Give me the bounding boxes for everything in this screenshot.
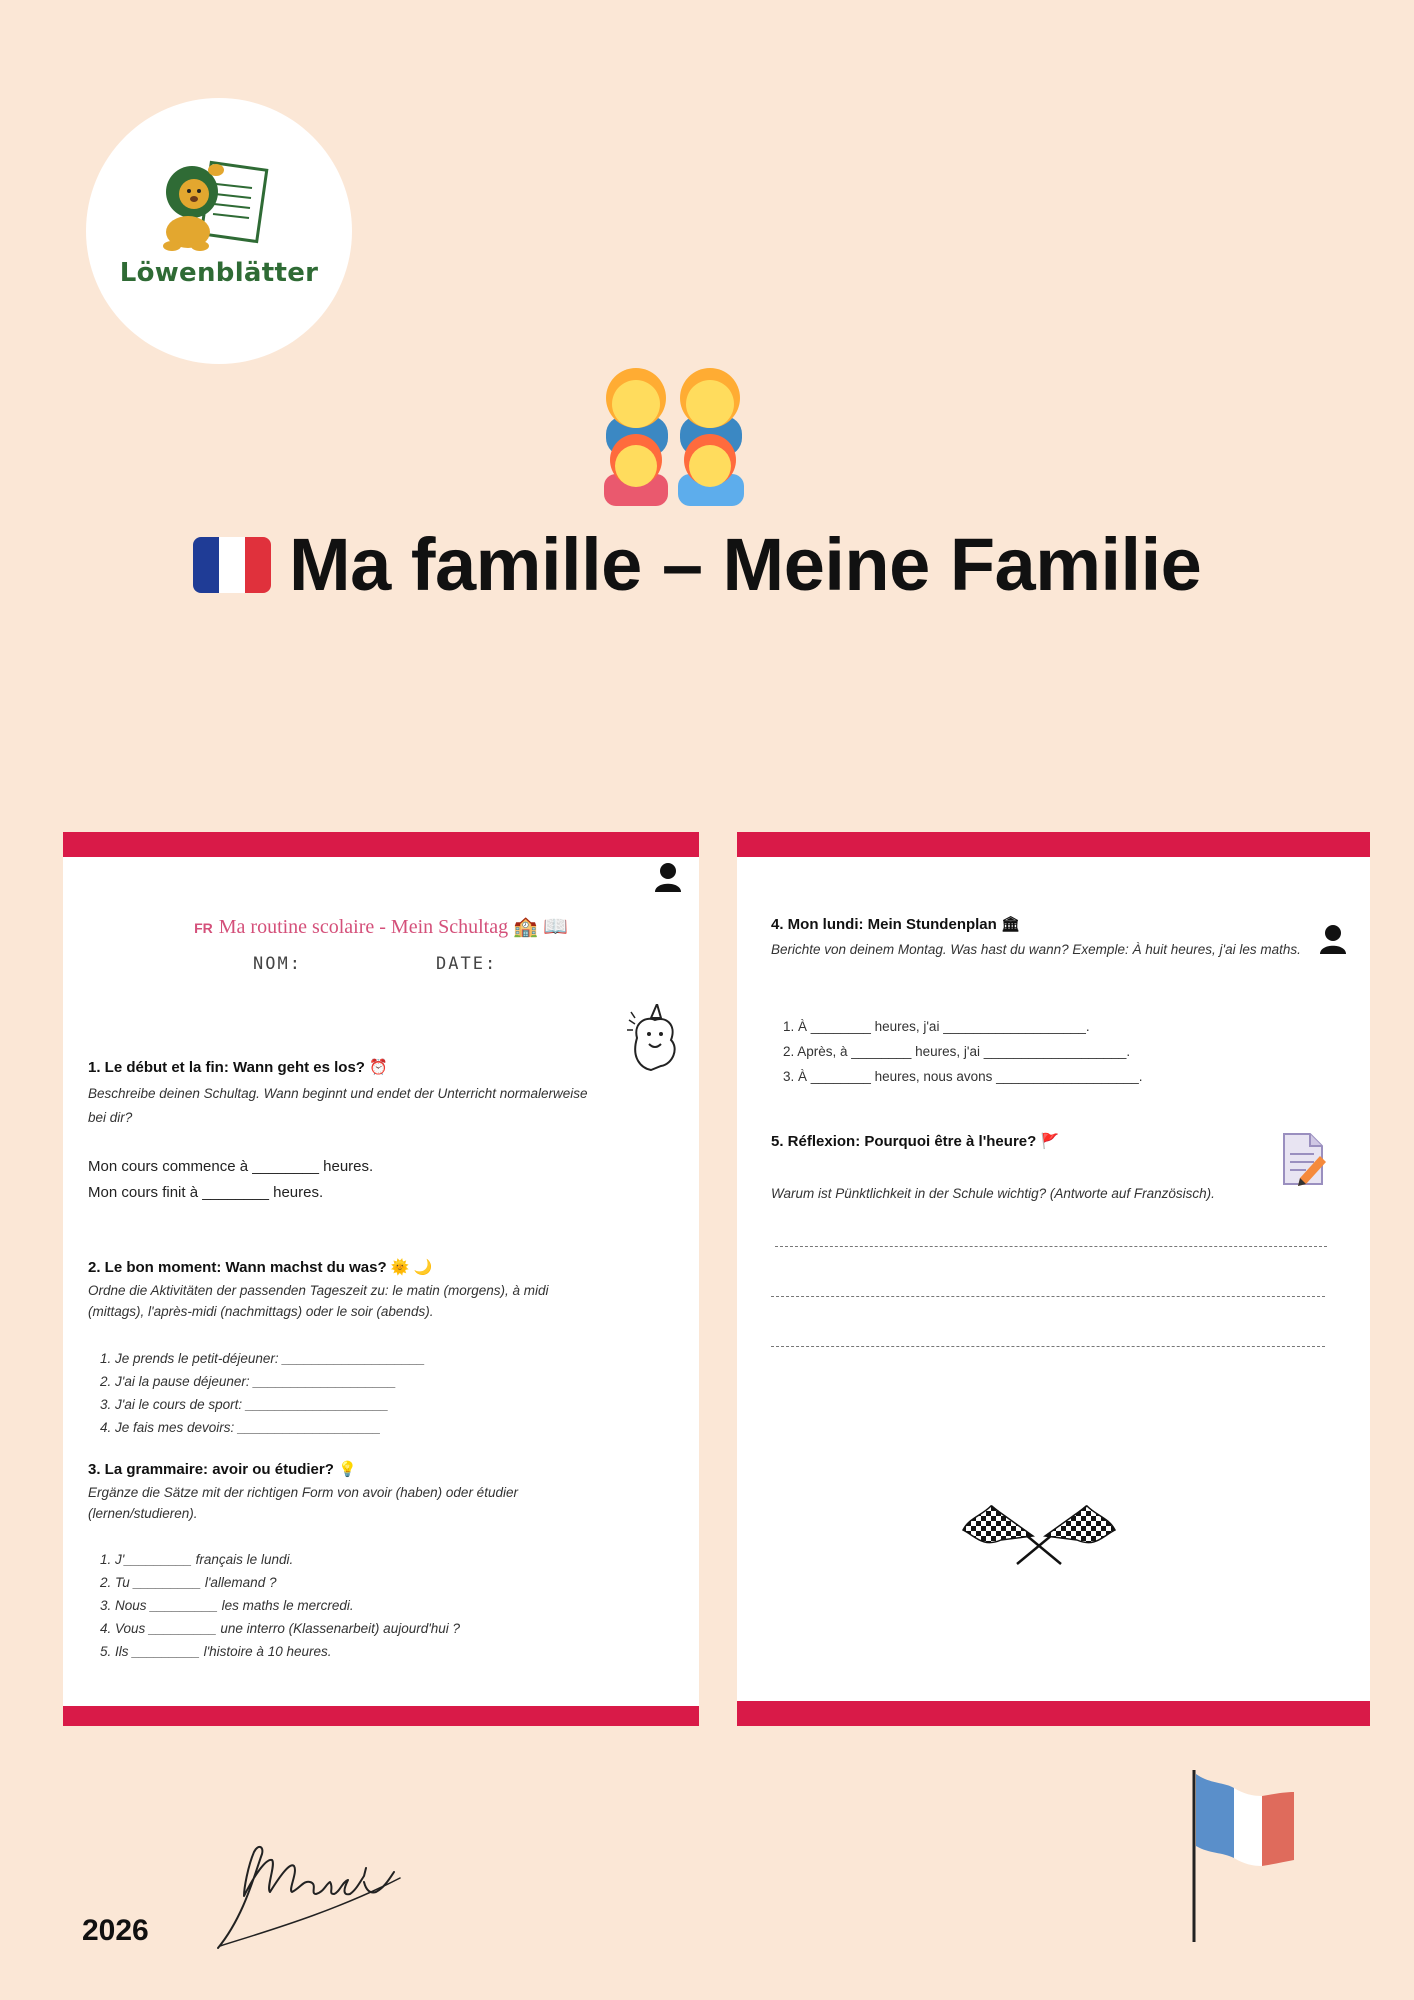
list-item: 3. Nous _________ les maths le mercredi. — [100, 1598, 354, 1613]
list-item: 4. Vous _________ une interro (Klassenarbeit) aujourd'hui ? — [100, 1621, 461, 1636]
section-1-instructions: Beschreibe deinen Schultag. Wann beginnt und endet der Unterricht normalerweise bei dir? — [88, 1086, 588, 1125]
section-2-heading: 2. Le bon moment: Wann machst du was? 🌞 🌙 — [88, 1259, 433, 1276]
section-5-instructions: Warum ist Pünktlichkeit in der Schule wichtig? (Antworte auf Französisch). — [771, 1186, 1215, 1201]
lion-reading-icon — [154, 156, 284, 256]
sheet-top-band — [737, 832, 1370, 857]
nom-label: NOM: — [253, 954, 302, 974]
sheet-bottom-band — [737, 1701, 1370, 1726]
year-label: 2026 — [82, 1914, 149, 1947]
memo-pencil-icon — [1280, 1132, 1328, 1186]
family-emoji-icon — [600, 364, 748, 506]
french-flag-waving-icon — [1190, 1770, 1300, 1942]
worksheet-preview-left — [63, 832, 699, 1726]
section-4-instructions: Berichte von deinem Montag. Was hast du wann? Exemple: À huit heures, j'ai les maths. — [771, 942, 1301, 957]
sheet-top-band — [63, 832, 699, 857]
date-label: DATE: — [436, 954, 498, 974]
list-item: 1. Je prends le petit-déjeuner: ___________________ — [100, 1351, 426, 1366]
logo-brand-text: Löwenblätter — [119, 258, 319, 288]
list-item: 2. J'ai la pause déjeuner: ___________________ — [100, 1374, 397, 1389]
section-1-heading: 1. Le début et la fin: Wann geht es los? ⏰ — [88, 1059, 388, 1076]
section-1-line-1: Mon cours commence à ________ heures. — [88, 1158, 374, 1175]
list-item: 3. J'ai le cours de sport: ___________________ — [100, 1397, 389, 1412]
sheet-bottom-band — [63, 1706, 699, 1726]
worksheet-preview-right — [737, 832, 1370, 1726]
french-flag-icon — [193, 537, 271, 593]
worksheet-title — [63, 914, 699, 939]
list-item: 3. À ________ heures, nous avons ___________________. — [783, 1069, 1143, 1084]
section-2-list — [100, 1347, 640, 1439]
list-item: 2. Après, à ________ heures, j'ai ___________________. — [783, 1044, 1131, 1059]
list-item: 5. Ils _________ l'histoire à 10 heures. — [100, 1644, 332, 1659]
checkered-flags-icon — [961, 1496, 1117, 1566]
page-title: Ma famille – Meine Familie — [289, 523, 1202, 606]
fr-tag: FR — [194, 920, 213, 936]
user-silhouette-icon — [1320, 924, 1346, 954]
section-4-heading: 4. Mon lundi: Mein Stundenplan 🏛 — [771, 916, 1021, 933]
title-row — [193, 522, 1201, 607]
list-item: 1. À ________ heures, j'ai ___________________. — [783, 1019, 1090, 1034]
section-3-instructions: Ergänze die Sätze mit der richtigen Form von avoir (haben) oder étudier (lernen/studieren). — [88, 1485, 518, 1521]
list-item: 2. Tu _________ l'allemand ? — [100, 1575, 277, 1590]
logo-badge — [86, 98, 352, 364]
merci-signature — [214, 1836, 404, 1954]
section-1-line-2: Mon cours finit à ________ heures. — [88, 1184, 324, 1201]
user-silhouette-icon — [655, 862, 681, 892]
section-5-heading: 5. Réflexion: Pourquoi être à l'heure? 🚩 — [771, 1133, 1060, 1150]
list-item: 4. Je fais mes devoirs: ___________________ — [100, 1420, 381, 1435]
answer-line — [771, 1296, 1325, 1297]
worksheet-title-text: Ma routine scolaire - Mein Schultag 🏫 📖 — [218, 916, 568, 938]
section-3-list — [100, 1548, 660, 1663]
section-4-list — [783, 1014, 1323, 1089]
answer-line — [775, 1246, 1327, 1247]
section-3-heading: 3. La grammaire: avoir ou étudier? 💡 — [88, 1461, 357, 1478]
answer-line — [771, 1346, 1325, 1347]
section-2-instructions: Ordne die Aktivitäten der passenden Tageszeit zu: le matin (morgens), à midi (mittags), l'après-midi (nachmittags) oder le soir (abends). — [88, 1283, 549, 1319]
list-item: 1. J'_________ français le lundi. — [100, 1552, 294, 1567]
